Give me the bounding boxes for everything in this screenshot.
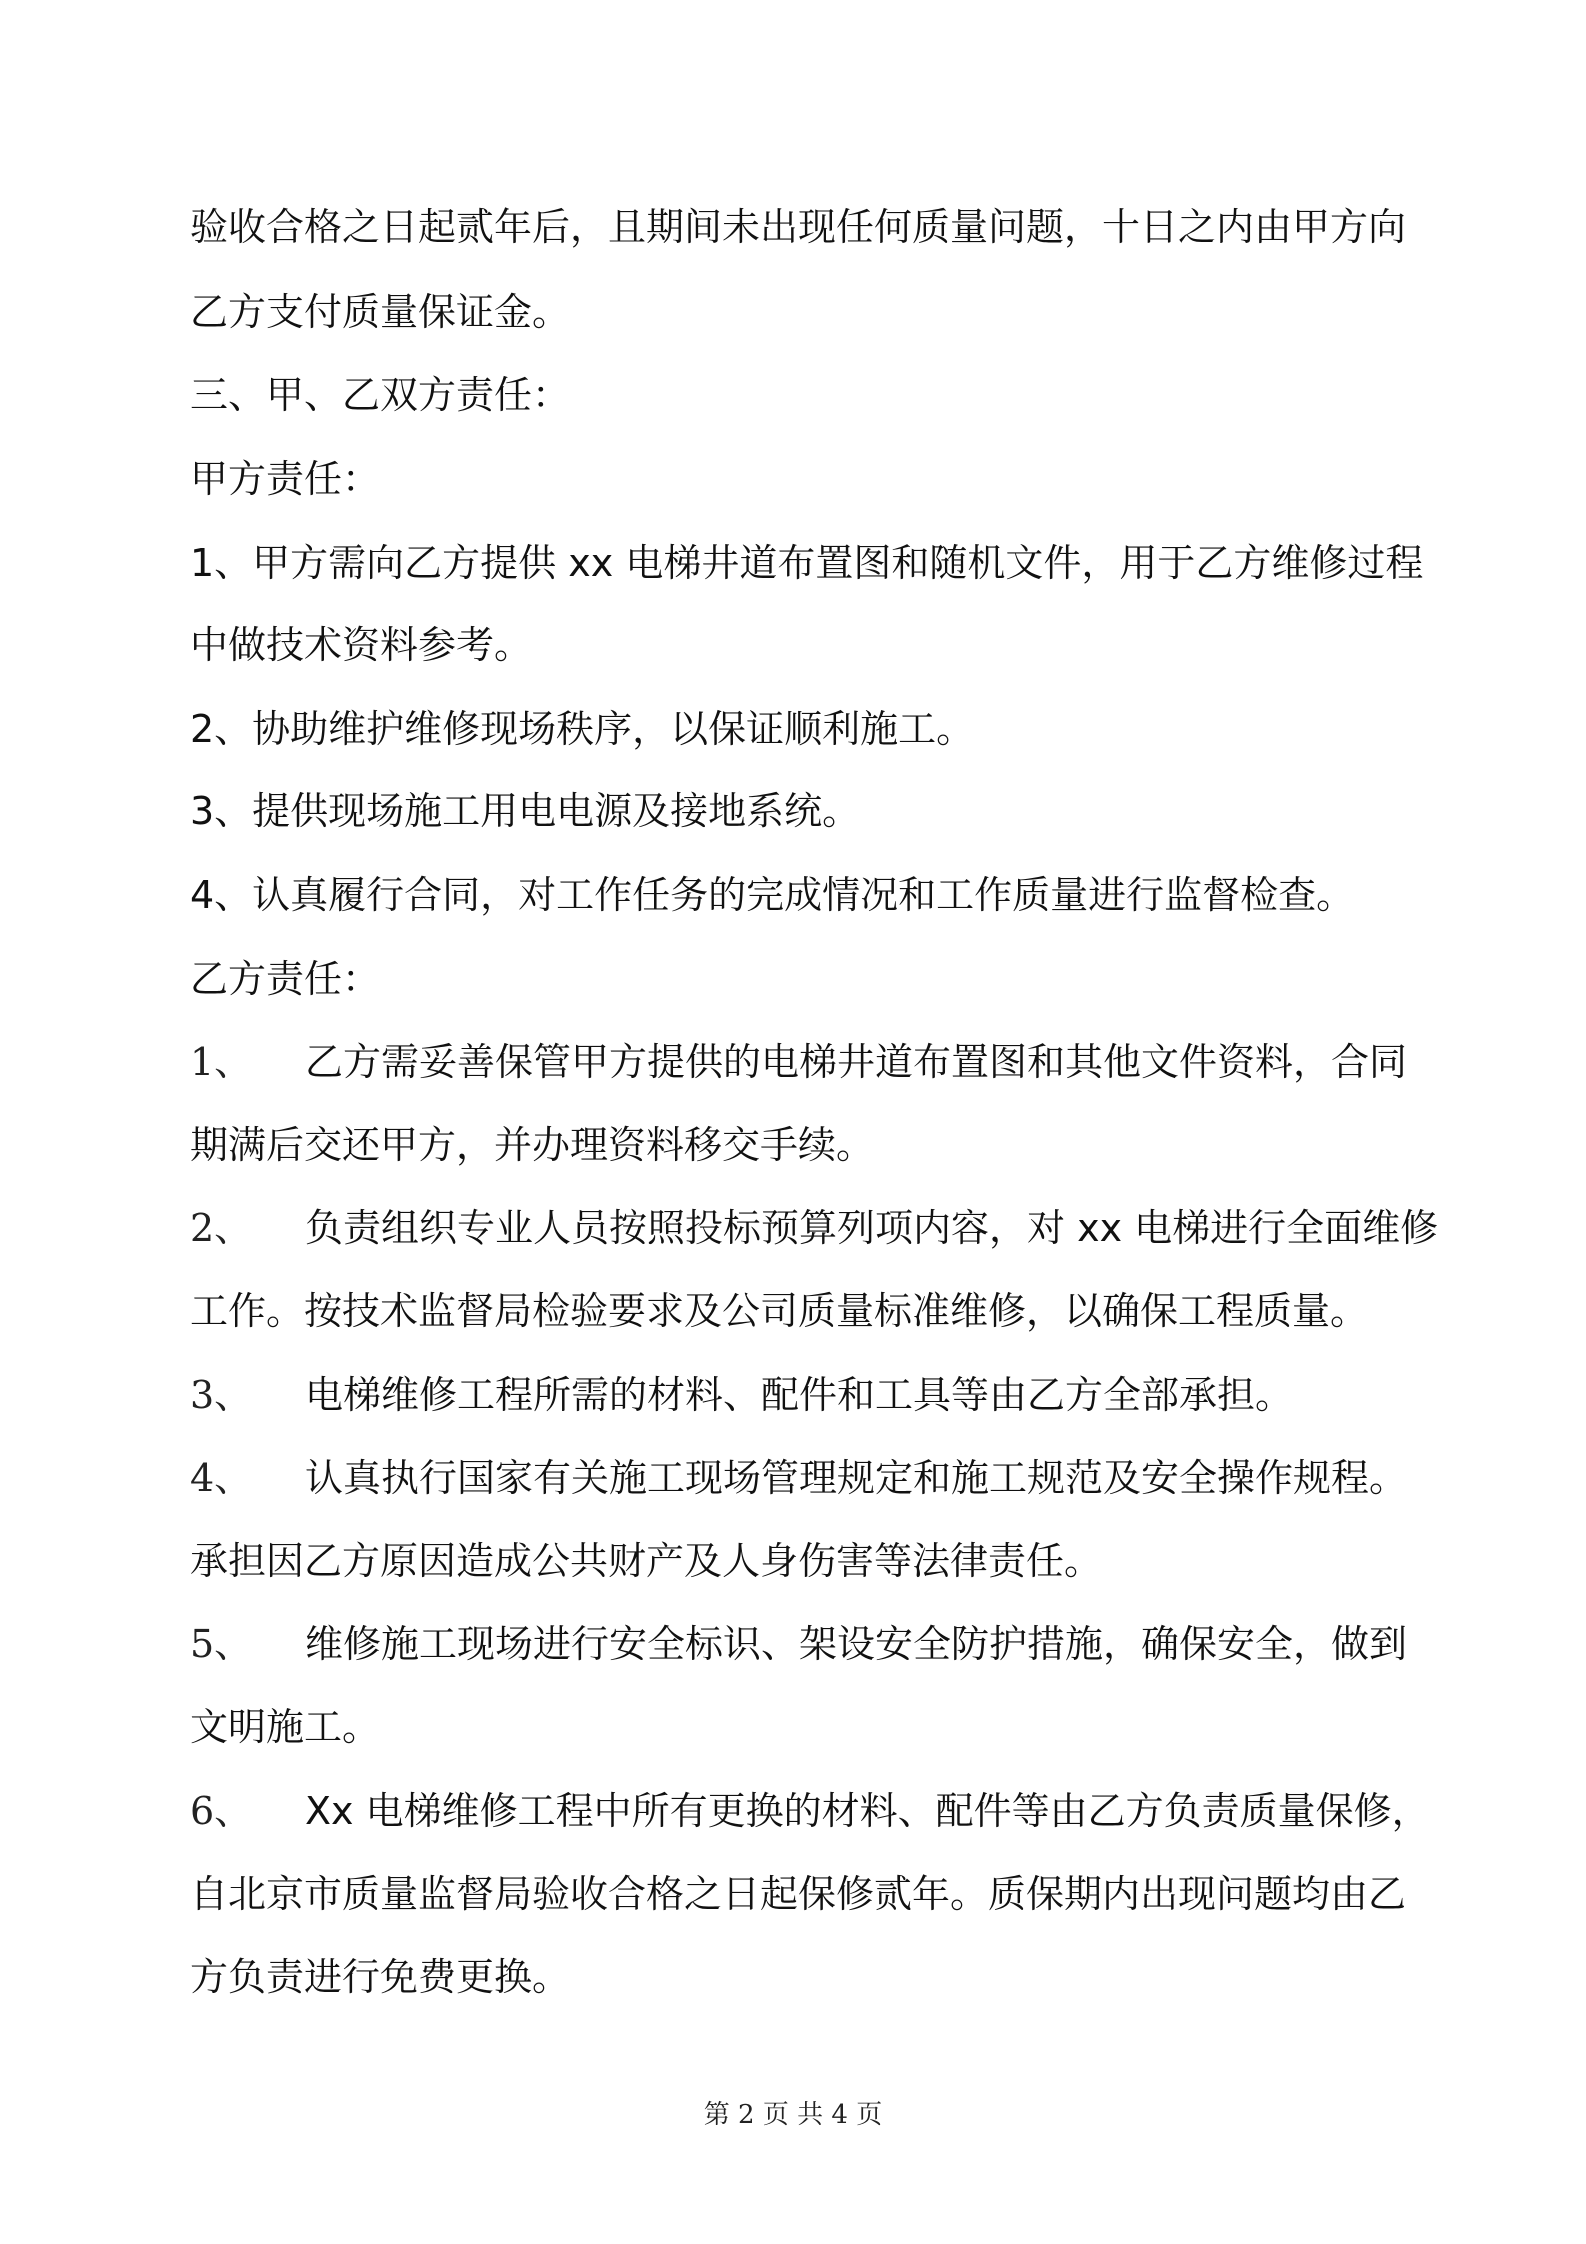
list-item-number: 5、: [190, 1622, 253, 1666]
list-item-continuation: 文明施工。: [190, 1705, 381, 1749]
list-item: 4、认真履行合同，对工作任务的完成情况和工作质量进行监督检查。: [190, 873, 1355, 917]
subsection-heading-party-a: 甲方责任：: [190, 457, 381, 501]
subsection-heading-party-b: 乙方责任：: [190, 957, 381, 1001]
list-item: 乙方需妥善保管甲方提供的电梯井道布置图和其他文件资料，合同: [305, 1040, 1408, 1084]
list-item: 负责组织专业人员按照投标预算列项内容，对 xx 电梯进行全面维修: [305, 1206, 1439, 1250]
list-item-continuation: 工作。按技术监督局检验要求及公司质量标准维修，以确保工程质量。: [190, 1289, 1369, 1333]
list-item: 3、提供现场施工用电电源及接地系统。: [190, 789, 861, 833]
list-item-number: 2、: [190, 1206, 253, 1250]
list-item-number: 6、: [190, 1789, 253, 1833]
paragraph-line: 验收合格之日起贰年后，且期间未出现任何质量问题，十日之内由甲方向: [190, 205, 1407, 249]
list-item: 2、协助维护维修现场秩序，以保证顺利施工。: [190, 707, 975, 751]
paragraph-line: 乙方支付质量保证金。: [190, 290, 571, 334]
list-item: 维修施工现场进行安全标识、架设安全防护措施，确保安全，做到: [305, 1622, 1408, 1666]
list-item-number: 3、: [190, 1373, 253, 1417]
list-item: 认真执行国家有关施工现场管理规定和施工规范及安全操作规程。: [305, 1456, 1408, 1500]
list-item-number: 4、: [190, 1456, 253, 1500]
page-number-footer: 第 2 页 共 4 页: [703, 2100, 883, 2130]
list-item-continuation: 自北京市质量监督局验收合格之日起保修贰年。质保期内出现问题均由乙: [190, 1872, 1407, 1916]
list-item-continuation: 方负责进行免费更换。: [190, 1955, 571, 1999]
list-item-continuation: 中做技术资料参考。: [190, 623, 533, 667]
section-heading: 三、甲、乙双方责任：: [190, 373, 571, 417]
list-item-continuation: 承担因乙方原因造成公共财产及人身伤害等法律责任。: [190, 1539, 1103, 1583]
list-item: 1、甲方需向乙方提供 xx 电梯井道布置图和随机文件，用于乙方维修过程: [190, 541, 1424, 585]
list-item: 电梯维修工程所需的材料、配件和工具等由乙方全部承担。: [305, 1373, 1294, 1417]
list-item-number: 1、: [190, 1040, 253, 1084]
list-item-continuation: 期满后交还甲方，并办理资料移交手续。: [190, 1123, 875, 1167]
list-item: Xx 电梯维修工程中所有更换的材料、配件等由乙方负责质量保修，: [305, 1789, 1430, 1833]
